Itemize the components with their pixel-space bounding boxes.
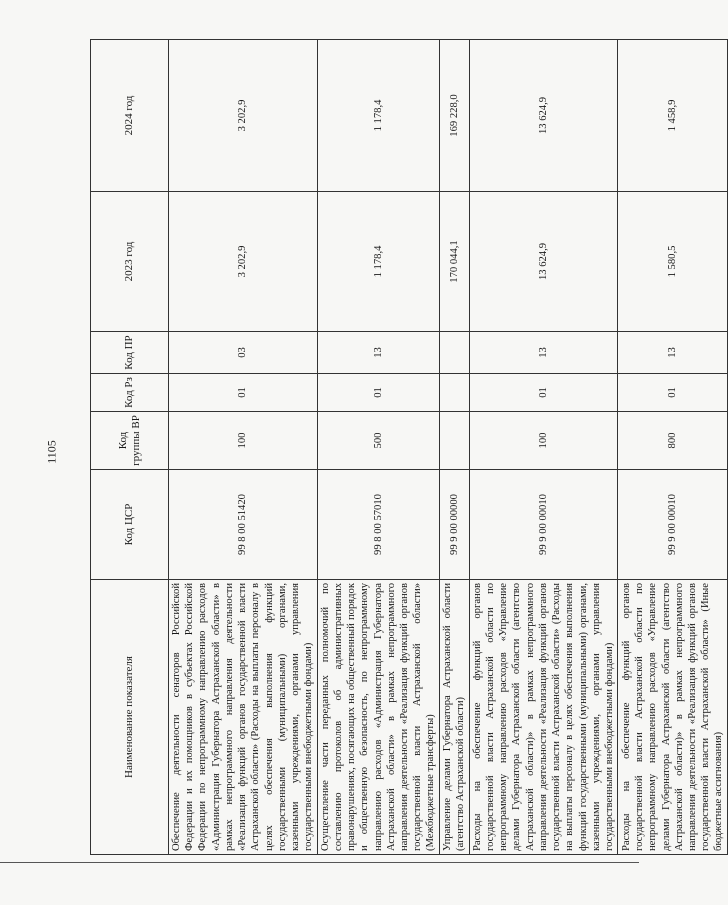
table-row <box>618 40 728 855</box>
table-row <box>317 40 439 855</box>
row-2024: 169 228,0 <box>439 40 469 192</box>
header-rz: Код Рз <box>91 374 169 412</box>
header-2023: 2023 год <box>91 192 169 332</box>
row-name: Осуществление части переданных полномочий по составлению протоколов об административных правонарушениях, посягающих на общественный порядок и общественную безопасность, по непрограммному направлению расходов «Администрация Губернатора Астраханской области» в рамках непрограммного направления деятельности «Реализация функций органов государственной власти Астраханской области» (Межбюджетные трансферты) <box>317 580 439 855</box>
page-number: 1105 <box>44 440 59 464</box>
row-2024: 1 178,4 <box>317 40 439 192</box>
row-vr <box>439 412 469 470</box>
header-csr: Код ЦСР <box>91 470 169 580</box>
bottom-divider <box>0 862 639 863</box>
row-pr: 13 <box>317 332 439 374</box>
row-pr: 13 <box>469 332 618 374</box>
row-2024: 3 202,9 <box>169 40 318 192</box>
table-header-row <box>91 40 169 855</box>
table-row <box>469 40 618 855</box>
row-name: Расходы на обеспечение функций органов государственной власти Астраханской области по непрограммному направлению расходов «Управление делами Губернатора Астраханской области (агентство Астраханской области)» в рамках непрограммного направления деятельности «Реализация функций органов государственной власти Астраханской области» (Иные бюджетные ассигнования) <box>618 580 728 855</box>
row-vr: 100 <box>469 412 618 470</box>
row-name: Обеспечение деятельности сенаторов Российской Федерации и их помощников в субъектах Российской Федерации по непрограммному направлению расходов «Администрация Губернатора Астраханской области» в рамках непрограммного направления деятельности «Реализация функций органов государственной власти Астраханской области» (Расходы на выплаты персоналу в целях обеспечения выполнения функций государственными (муниципальными) органами, казенными учреждениями, органами управления государственными внебюджетными фондами) <box>169 580 318 855</box>
row-csr: 99 9 00 00000 <box>439 470 469 580</box>
row-2023: 1 178,4 <box>317 192 439 332</box>
row-2024: 13 624,9 <box>469 40 618 192</box>
row-csr: 99 9 00 00010 <box>469 470 618 580</box>
header-vr: Код группы ВР <box>91 412 169 470</box>
row-pr <box>439 332 469 374</box>
rotated-page-content <box>90 40 725 855</box>
row-2023: 1 580,5 <box>618 192 728 332</box>
row-csr: 99 8 00 57010 <box>317 470 439 580</box>
row-rz: 01 <box>317 374 439 412</box>
row-vr: 500 <box>317 412 439 470</box>
row-2023: 3 202,9 <box>169 192 318 332</box>
row-2023: 170 044,1 <box>439 192 469 332</box>
table-row <box>439 40 469 855</box>
row-csr: 99 8 00 51420 <box>169 470 318 580</box>
row-2023: 13 624,9 <box>469 192 618 332</box>
budget-table <box>90 39 728 855</box>
row-vr: 800 <box>618 412 728 470</box>
row-pr: 13 <box>618 332 728 374</box>
row-rz: 01 <box>618 374 728 412</box>
header-pr: Код ПР <box>91 332 169 374</box>
row-name: Управление делами Губернатора Астраханской области (агентство Астраханской области) <box>439 580 469 855</box>
row-rz: 01 <box>169 374 318 412</box>
row-csr: 99 9 00 00010 <box>618 470 728 580</box>
row-rz: 01 <box>469 374 618 412</box>
row-rz <box>439 374 469 412</box>
row-2024: 1 458,9 <box>618 40 728 192</box>
row-name: Расходы на обеспечение функций органов государственной власти Астраханской области по непрограммному направлению расходов «Управление делами Губернатора Астраханской области (агентство Астраханской области)» в рамках непрограммного направления деятельности «Реализация функций органов государственной власти Астраханской области» (Расходы на выплаты персоналу в целях обеспечения выполнения функций государственными (муниципальными) органами, казенными учреждениями, органами управления государственными внебюджетными фондами) <box>469 580 618 855</box>
header-2024: 2024 год <box>91 40 169 192</box>
header-name: Наименование показателя <box>91 580 169 855</box>
row-pr: 03 <box>169 332 318 374</box>
row-vr: 100 <box>169 412 318 470</box>
table-row <box>169 40 318 855</box>
